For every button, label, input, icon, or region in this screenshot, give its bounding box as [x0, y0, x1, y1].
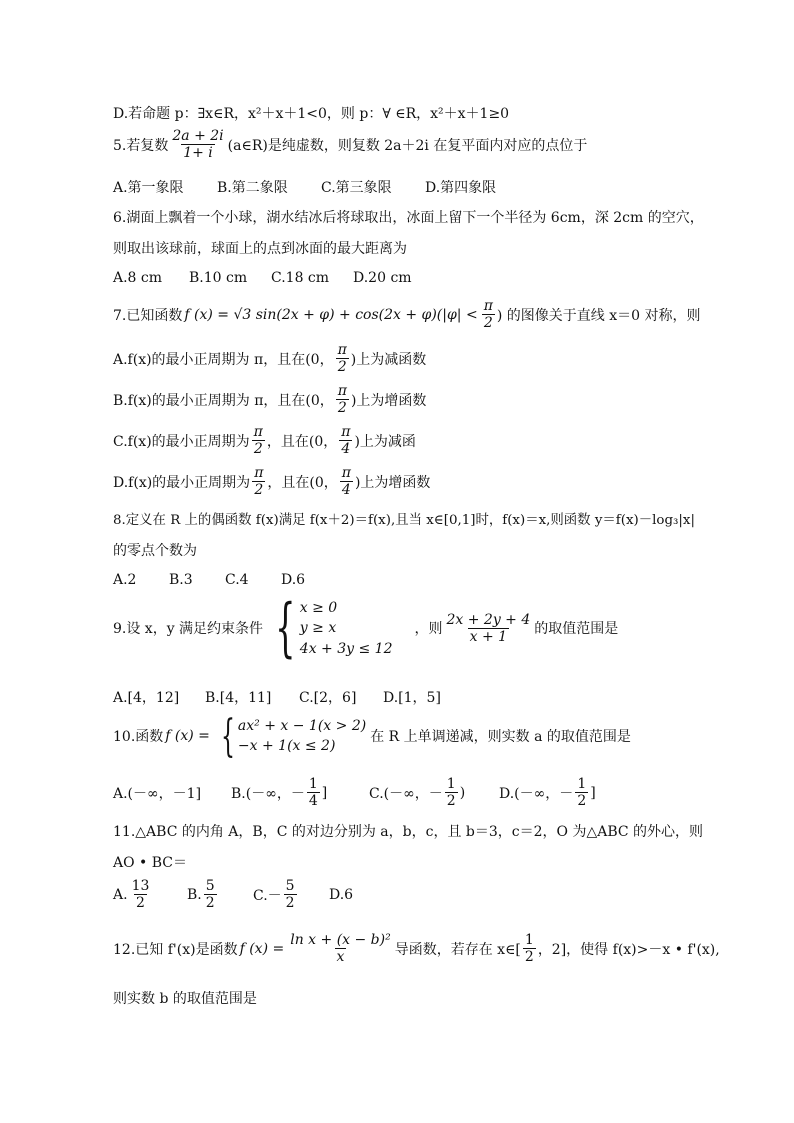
q7-frac-den: 2	[483, 315, 493, 332]
q9-fraction	[444, 612, 532, 645]
q7c-mid: ，且在(0，	[266, 433, 338, 450]
q7-prefix: 7.已知函数	[113, 307, 183, 324]
q7b-num: π	[337, 383, 347, 399]
q9-frac-den: x + 1	[469, 628, 508, 645]
q5-prefix: 5.若复数	[113, 137, 169, 154]
q8-option-a: A.2	[113, 572, 137, 588]
q9-suffix: 的取值范围是	[534, 621, 619, 638]
q5-option-a: A.第一象限	[113, 180, 184, 196]
q8-options	[113, 572, 305, 588]
q7d-fraction-1	[252, 465, 265, 498]
q8-text-1: 8.定义在 R 上的偶函数 f(x)满足 f(x＋2)＝f(x),且当 x∈[0,1]时，f(x)＝x,则函数 y＝f(x)－log₃|x|	[113, 513, 695, 528]
q7-option-a	[113, 342, 426, 375]
q7c-num2: π	[341, 424, 351, 440]
q12-den: 2	[524, 949, 534, 966]
q7-suffix: ) 的图像关于直线 x＝0 对称，则	[496, 307, 701, 324]
q9-options	[113, 687, 441, 707]
question-11-line1	[113, 821, 703, 841]
q7-function: f (x) = √3 sin(2x + φ) + cos(2x + φ)(|φ| <	[184, 306, 478, 323]
q11-option-c	[253, 878, 329, 911]
q11b-prefix: B.	[187, 886, 202, 903]
question-8-line1	[113, 509, 695, 528]
q10c-den: 2	[446, 793, 456, 810]
q10-prefix: 10.函数	[113, 729, 164, 746]
q7a-suffix: )上为减函数	[350, 351, 427, 368]
q7d-prefix: D.f(x)的最小正周期为	[113, 474, 251, 491]
q11-option-d: D.6	[329, 886, 354, 903]
q11a-fraction	[130, 878, 152, 911]
q7b-prefix: B.f(x)的最小正周期为 π，且在(0，	[113, 392, 334, 409]
q10-option-d	[499, 776, 596, 809]
q11a-num: 13	[131, 878, 150, 894]
q12-mid: 导函数，若存在 x∈[	[394, 941, 521, 958]
q5-fraction	[170, 128, 225, 161]
q12-frac-den: x	[336, 949, 345, 966]
q5-option-d: D.第四象限	[425, 180, 497, 196]
q10d-suffix: ]	[590, 784, 596, 801]
q7-fraction	[482, 298, 495, 331]
q11b-fraction	[204, 878, 217, 911]
q5-option-b: B.第二象限	[217, 180, 288, 196]
q7d-num2: π	[341, 465, 351, 481]
q10d-num: 1	[577, 776, 587, 792]
q10b-den: 4	[308, 793, 318, 810]
q10b-num: 1	[308, 776, 318, 792]
question-9	[113, 590, 619, 665]
q10-case-1: ax² + x − 1(x > 2)	[237, 718, 367, 734]
question-8-line2	[113, 540, 197, 560]
q7d-den1: 2	[254, 482, 264, 499]
q10-option-c	[369, 776, 499, 809]
q12-interval-fraction	[523, 932, 536, 965]
q7-option-b	[113, 383, 426, 416]
q7c-num1: π	[253, 424, 263, 440]
q10c-num: 1	[446, 776, 456, 792]
q7d-num1: π	[254, 465, 264, 481]
question-5	[113, 128, 587, 161]
q9-mid: ，则	[414, 621, 443, 638]
left-brace-icon: {	[275, 590, 296, 665]
q12-function: f (x) =	[239, 940, 285, 957]
q7a-fraction	[336, 342, 349, 375]
question-10	[113, 710, 631, 762]
q9-frac-num: 2x + 2y + 4	[446, 611, 531, 628]
q5-option-c: C.第三象限	[321, 180, 392, 196]
q8-option-d: D.6	[281, 572, 306, 588]
q10-option-a: A.(－∞，－1]	[113, 785, 202, 802]
q11a-prefix: A.	[113, 886, 128, 903]
left-brace-icon: {	[220, 710, 235, 762]
q12-text-2: 则实数 b 的取值范围是	[113, 991, 257, 1007]
q10b-suffix: ]	[321, 784, 328, 801]
question-12	[113, 932, 720, 965]
q7d-suffix: )上为增函数	[354, 474, 431, 491]
q6-text-1: 6.湖面上飘着一个小球，湖水结冰后将球取出，冰面上留下一个半径为 6cm，深 2cm 的空穴，	[113, 210, 704, 226]
q10d-den: 2	[577, 793, 587, 810]
q9-option-b: B.[4，11]	[205, 690, 272, 706]
q7c-den2: 4	[341, 441, 351, 458]
question-7	[113, 298, 701, 331]
q10-piecewise	[214, 710, 367, 762]
q8-option-c: C.4	[225, 572, 249, 588]
q9-constraints	[300, 598, 393, 659]
q10-suffix: 在 R 上单调递减，则实数 a 的取值范围是	[370, 729, 631, 746]
q7-option-c	[113, 424, 416, 457]
q9-prefix: 9.设 x，y 满足约束条件	[113, 621, 264, 638]
q9-constraint-system	[265, 590, 393, 665]
q10c-suffix: )	[459, 784, 466, 801]
q11-text-1: 11.△ABC 的内角 A，B，C 的对边分别为 a，b，c，且 b＝3，c＝2，O 为△ABC 的外心，则	[113, 824, 704, 840]
q7c-prefix: C.f(x)的最小正周期为	[113, 433, 250, 450]
q5-frac-den: 1+ i	[183, 145, 213, 162]
q10-case-2: −x + 1(x ≤ 2)	[237, 738, 336, 755]
q9-constraint-1: x ≥ 0	[299, 600, 338, 616]
q7-frac-num: π	[483, 298, 493, 314]
q12-fraction	[288, 932, 393, 965]
q11-option-a	[113, 878, 187, 911]
q7d-den2: 4	[341, 482, 351, 499]
option-d-line	[113, 103, 509, 123]
q11-text-2: AO • BC＝	[113, 855, 188, 871]
q5-frac-num: 2a + 2i	[172, 128, 224, 144]
q10d-prefix: D.(－∞，－	[499, 785, 574, 802]
q10-options	[113, 776, 596, 809]
q10d-fraction	[575, 776, 588, 809]
q9-option-c: C.[2，6]	[299, 690, 357, 706]
q6-option-c: C.18 cm	[271, 270, 330, 286]
q11-options	[113, 878, 353, 911]
q12-frac-num: ln x + (x − b)²	[290, 932, 391, 948]
q6-option-d: D.20 cm	[353, 270, 412, 286]
q10b-prefix: B.(－∞，－	[231, 785, 305, 802]
q8-text-2: 的零点个数为	[113, 543, 197, 559]
q6-text-2: 则取出该球前，球面上的点到冰面的最大距离为	[113, 241, 407, 257]
q7c-fraction-1	[252, 424, 265, 457]
question-11-line2	[113, 852, 187, 872]
q9-constraint-2: y ≥ x	[299, 620, 337, 637]
q12-prefix: 12.已知 f'(x)是函数	[113, 941, 238, 958]
question-12-line2	[113, 988, 257, 1008]
option-d-text: D.若命题 p：∃x∈R，x²＋x＋1<0，则 p：∀ ∈R，x²＋x＋1≥0	[113, 106, 510, 122]
q10-function: f (x) =	[165, 728, 210, 745]
q7c-den1: 2	[253, 441, 263, 458]
q7c-fraction-2	[339, 424, 352, 457]
q5-suffix: (a∈R)是纯虚数，则复数 2a＋2i 在复平面内对应的点位于	[227, 137, 588, 154]
q9-option-d: D.[1，5]	[383, 690, 441, 706]
q11b-num: 5	[205, 878, 215, 894]
q11-option-b	[187, 878, 253, 911]
q11b-den: 2	[205, 895, 215, 912]
q7d-fraction-2	[340, 465, 353, 498]
q5-options	[113, 177, 496, 197]
q7-option-d	[113, 465, 430, 498]
q12-num: 1	[524, 932, 534, 948]
q10b-fraction	[307, 776, 320, 809]
q7b-den: 2	[337, 400, 347, 417]
q10c-fraction	[445, 776, 458, 809]
q6-option-a: A.8 cm	[113, 270, 163, 286]
q9-option-a: A.[4，12]	[113, 690, 180, 706]
q7b-suffix: )上为增函数	[350, 392, 427, 409]
q7a-den: 2	[337, 359, 347, 376]
q10c-prefix: C.(－∞，－	[369, 785, 443, 802]
q11c-fraction	[284, 878, 297, 911]
q9-constraint-3: 4x + 3y ≤ 12	[299, 640, 393, 657]
q6-options	[113, 270, 412, 286]
question-6-line2	[113, 238, 407, 258]
q7a-num: π	[337, 342, 347, 358]
q11c-num: 5	[285, 878, 295, 894]
q7c-suffix: )上为减函	[354, 433, 416, 450]
q7d-mid: ，且在(0，	[267, 474, 338, 491]
q11c-prefix: C.－	[253, 887, 282, 904]
q11c-den: 2	[285, 895, 295, 912]
q7b-fraction	[336, 383, 349, 416]
question-6-line1	[113, 207, 704, 227]
q7a-prefix: A.f(x)的最小正周期为 π，且在(0，	[113, 351, 334, 368]
q6-option-b: B.10 cm	[189, 270, 248, 286]
q12-suffix: ，2]，使得 f(x)>－x • f'(x),	[537, 941, 720, 958]
q10-cases	[238, 716, 366, 757]
q10-option-b	[231, 776, 369, 809]
q8-option-b: B.3	[169, 572, 193, 588]
q11a-den: 2	[136, 895, 145, 912]
